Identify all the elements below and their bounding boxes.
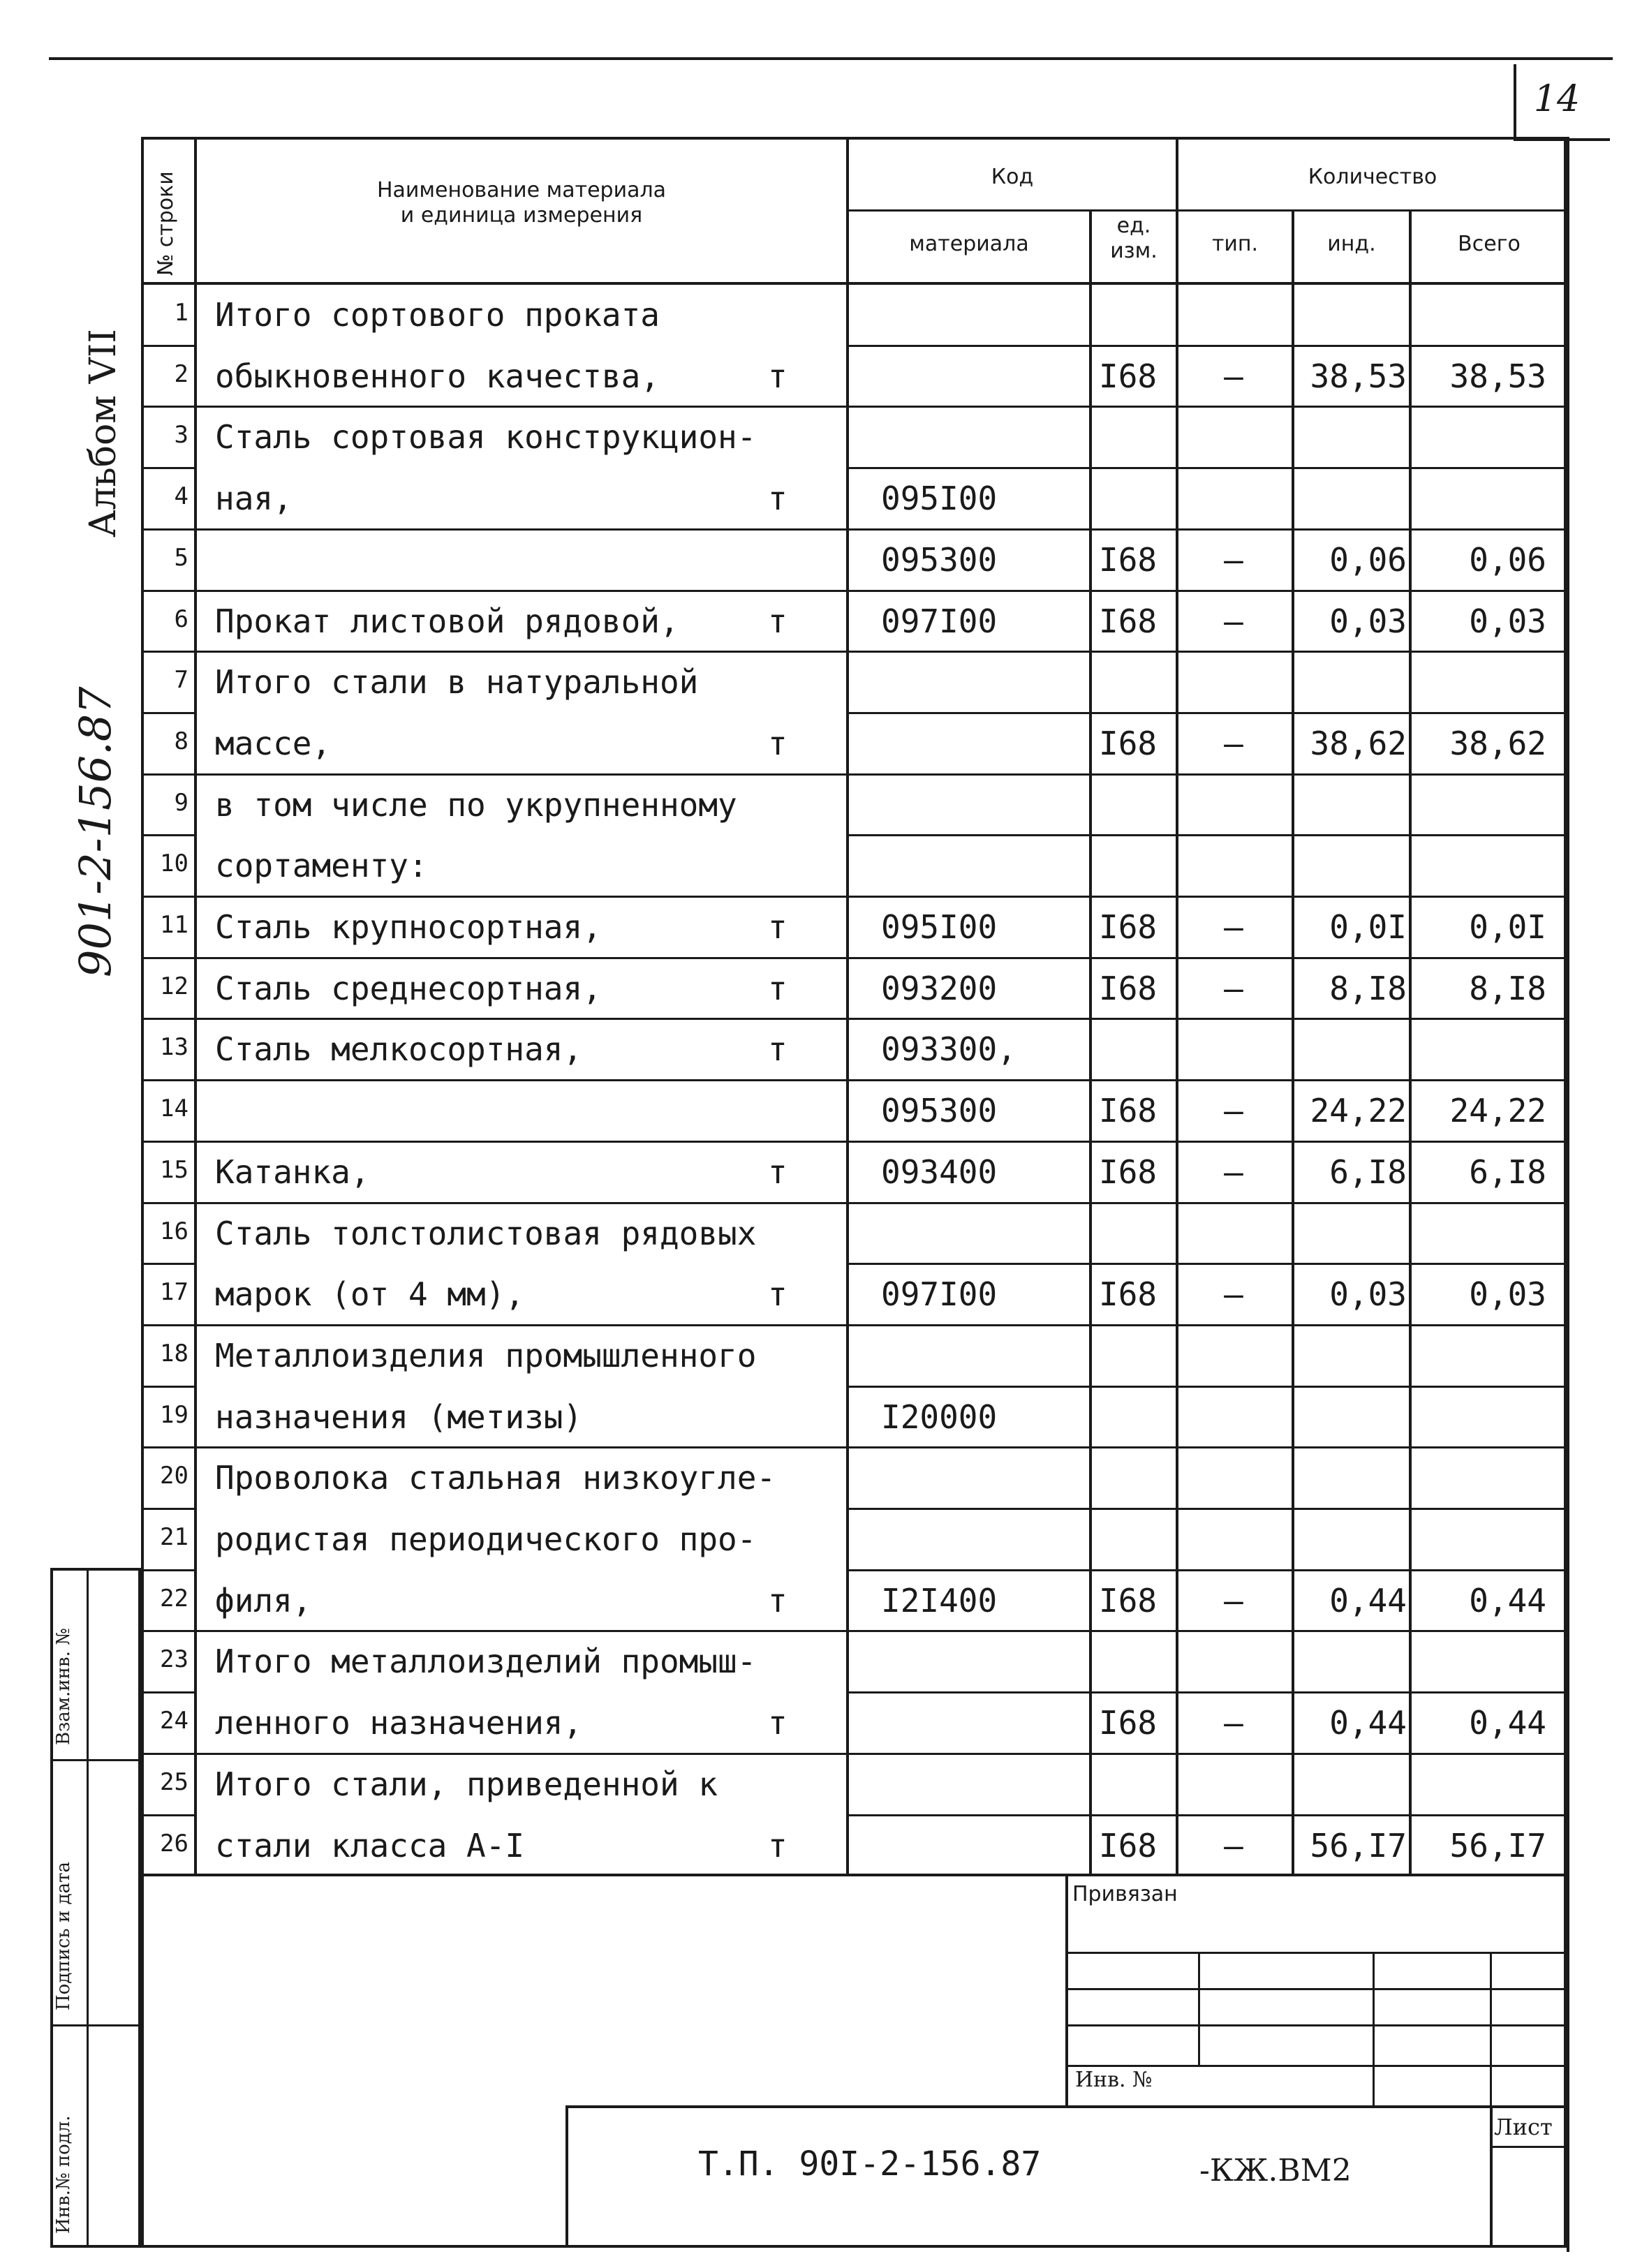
unit-mark: т <box>768 357 787 395</box>
material-name: обыкновенного качества, <box>215 357 660 395</box>
material-name: филя, <box>215 1582 312 1620</box>
header-code: Код <box>991 165 1034 189</box>
tb-designation: Т.П. 90I-2-156.87 <box>698 2144 1042 2184</box>
measure-code: I68 <box>1099 1275 1158 1313</box>
unit-mark: т <box>768 480 787 517</box>
unit-mark: т <box>768 1275 787 1313</box>
table-row <box>0 1141 1649 1202</box>
material-name: марок (от 4 мм), <box>215 1275 525 1313</box>
material-name: Сталь мелкосортная, <box>215 1030 583 1068</box>
stamp-inv-label: Инв.№ подл. <box>53 2115 74 2234</box>
measure-code: I68 <box>1099 602 1158 640</box>
material-name: стали класса А-I <box>215 1827 525 1865</box>
row-number: 25 <box>160 1768 188 1796</box>
header-name: Наименование материала и единица измерения <box>376 178 667 228</box>
material-name: Сталь толстолистовая рядовых <box>215 1215 757 1252</box>
material-name: Катанка, <box>215 1153 370 1191</box>
qty-individual: 24,22 <box>1310 1092 1407 1129</box>
qty-typical: – <box>1224 1827 1243 1865</box>
material-code: 097I00 <box>881 1275 998 1313</box>
qty-typical: – <box>1224 357 1243 395</box>
header-mid-line <box>846 209 1567 212</box>
measure-code: I68 <box>1099 1704 1158 1742</box>
qty-total: 0,03 <box>1469 602 1546 640</box>
stamp-div-2 <box>50 2024 141 2026</box>
qty-individual: 56,I7 <box>1310 1827 1407 1865</box>
qty-individual: 0,44 <box>1329 1704 1407 1742</box>
tb-privyazan: Привязан <box>1072 1882 1178 1906</box>
material-code: 097I00 <box>881 602 998 640</box>
qty-total: 6,I8 <box>1469 1153 1546 1191</box>
qty-typical: – <box>1224 1582 1243 1620</box>
row-number: 22 <box>160 1585 188 1613</box>
row-number: 5 <box>174 544 188 572</box>
row-number: 8 <box>174 727 188 755</box>
qty-individual: 0,0I <box>1329 908 1407 946</box>
row-number: 26 <box>160 1830 188 1858</box>
header-quantity: Количество <box>1308 165 1437 189</box>
material-code: 093300, <box>881 1030 1016 1068</box>
row-number: 4 <box>174 482 188 510</box>
qty-total: 38,62 <box>1449 725 1546 762</box>
qty-typical: – <box>1224 602 1243 640</box>
row-number: 12 <box>160 972 188 1000</box>
qty-typical: – <box>1224 1153 1243 1191</box>
unit-mark: т <box>768 1582 787 1620</box>
row-number: 1 <box>174 299 188 327</box>
table-row <box>0 896 1649 957</box>
row-number: 13 <box>160 1033 188 1061</box>
top-rule <box>49 57 1613 60</box>
material-name: назначения (метизы) <box>215 1398 583 1436</box>
tb-main-left <box>565 2105 568 2248</box>
tb-main-top <box>565 2105 1567 2108</box>
table-row <box>0 1569 1649 1631</box>
material-code: 095300 <box>881 541 998 579</box>
row-number: 7 <box>174 666 188 694</box>
row-number: 9 <box>174 789 188 817</box>
material-name: родистая периодического про- <box>215 1520 757 1558</box>
qty-total: 0,44 <box>1469 1582 1546 1620</box>
unit-mark: т <box>768 1153 787 1191</box>
material-name: Прокат листовой рядовой, <box>215 602 679 640</box>
header-material: материала <box>909 232 1029 256</box>
qty-total: 56,I7 <box>1449 1827 1546 1865</box>
row-number: 3 <box>174 421 188 449</box>
table-row <box>0 1691 1649 1753</box>
material-name: ленного назначения, <box>215 1704 583 1742</box>
table-row <box>0 1263 1649 1324</box>
material-name: Итого стали в натуральной <box>215 663 699 701</box>
qty-total: 24,22 <box>1449 1092 1546 1129</box>
material-name: Итого сортового проката <box>215 296 660 334</box>
project-code-label: 901-2-156.87 <box>70 686 121 977</box>
material-code: 093200 <box>881 970 998 1007</box>
qty-typical: – <box>1224 725 1243 762</box>
unit-mark: т <box>768 602 787 640</box>
table-row <box>0 283 1649 345</box>
table-row <box>0 590 1649 651</box>
row-number: 21 <box>160 1523 188 1551</box>
tb-sheet-label: Лист <box>1494 2114 1553 2140</box>
table-row <box>0 1446 1649 1508</box>
header-unit: ед. изм. <box>1110 214 1158 263</box>
unit-mark: т <box>768 725 787 762</box>
tb-sheet-divider <box>1490 2146 1567 2148</box>
qty-typical: – <box>1224 970 1243 1007</box>
table-row <box>0 1202 1649 1263</box>
measure-code: I68 <box>1099 1582 1158 1620</box>
row-number: 14 <box>160 1095 188 1122</box>
table-row <box>0 1324 1649 1386</box>
table-row <box>0 1630 1649 1691</box>
table-row <box>0 1753 1649 1814</box>
measure-code: I68 <box>1099 908 1158 946</box>
row-number: 24 <box>160 1707 188 1735</box>
qty-total: 0,06 <box>1469 541 1546 579</box>
qty-typical: – <box>1224 1092 1243 1129</box>
material-name: в том числе по укрупненному <box>215 786 737 824</box>
row-number: 10 <box>160 850 188 877</box>
tb-left-line <box>1065 1876 1068 2107</box>
unit-mark: т <box>768 908 787 946</box>
material-name: Итого стали, приведенной к <box>215 1765 718 1803</box>
row-number: 6 <box>174 605 188 633</box>
qty-typical: – <box>1224 1275 1243 1313</box>
qty-typical: – <box>1224 908 1243 946</box>
table-row <box>0 1018 1649 1079</box>
qty-individual: 0,03 <box>1329 602 1407 640</box>
material-name: Сталь сортовая конструкцион- <box>215 418 757 456</box>
qty-total: 0,44 <box>1469 1704 1546 1742</box>
qty-individual: 0,06 <box>1329 541 1407 579</box>
table-row <box>0 1079 1649 1141</box>
header-tip: тип. <box>1211 232 1259 256</box>
qty-individual: 6,I8 <box>1329 1153 1407 1191</box>
row-number: 19 <box>160 1401 188 1429</box>
row-number: 17 <box>160 1278 188 1306</box>
table-row <box>0 406 1649 467</box>
table-row <box>0 773 1649 835</box>
row-number: 23 <box>160 1645 188 1673</box>
table-row <box>0 345 1649 406</box>
table-row <box>0 712 1649 773</box>
row-number: 2 <box>174 360 188 388</box>
table-row <box>0 528 1649 590</box>
row-number: 15 <box>160 1156 188 1184</box>
material-code: 095I00 <box>881 908 998 946</box>
measure-code: I68 <box>1099 357 1158 395</box>
qty-individual: 38,62 <box>1310 725 1407 762</box>
qty-total: 0,0I <box>1469 908 1546 946</box>
material-name: массе, <box>215 725 332 762</box>
qty-typical: – <box>1224 1704 1243 1742</box>
tb-suffix: -КЖ.ВМ2 <box>1199 2153 1352 2188</box>
header-row-no: № строки <box>154 171 178 276</box>
material-code: I20000 <box>881 1398 998 1436</box>
table-row <box>0 467 1649 528</box>
header-total: Всего <box>1458 232 1521 256</box>
material-name: ная, <box>215 480 293 517</box>
row-number: 18 <box>160 1340 188 1368</box>
qty-individual: 0,44 <box>1329 1582 1407 1620</box>
table-row <box>0 1508 1649 1569</box>
sheet-number: 14 <box>1533 78 1581 120</box>
qty-individual: 0,03 <box>1329 1275 1407 1313</box>
unit-mark: т <box>768 970 787 1007</box>
unit-mark: т <box>768 1704 787 1742</box>
table-row <box>0 1386 1649 1447</box>
measure-code: I68 <box>1099 1153 1158 1191</box>
table-row <box>0 957 1649 1018</box>
header-ind: инд. <box>1327 232 1376 256</box>
unit-mark: т <box>768 1827 787 1865</box>
tb-col-1 <box>1198 1952 1200 2065</box>
row-number: 16 <box>160 1217 188 1245</box>
stamp-signature-label: Подпись и дата <box>53 1862 74 2010</box>
material-name: Металлоизделия промышленного <box>215 1337 757 1374</box>
unit-mark: т <box>768 1030 787 1068</box>
row-number: 11 <box>160 911 188 939</box>
measure-code: I68 <box>1099 970 1158 1007</box>
material-code: I2I400 <box>881 1582 998 1620</box>
material-name: Сталь среднесортная, <box>215 970 602 1007</box>
material-name: сортаменту: <box>215 847 428 884</box>
qty-total: 8,I8 <box>1469 970 1546 1007</box>
material-name: Итого металлоизделий промыш- <box>215 1643 757 1680</box>
qty-total: 38,53 <box>1449 357 1546 395</box>
measure-code: I68 <box>1099 1827 1158 1865</box>
measure-code: I68 <box>1099 541 1158 579</box>
table-row <box>0 651 1649 712</box>
qty-individual: 38,53 <box>1310 357 1407 395</box>
measure-code: I68 <box>1099 725 1158 762</box>
row-number: 20 <box>160 1462 188 1490</box>
table-row <box>0 1814 1649 1876</box>
tb-col-3 <box>1490 1952 1492 2107</box>
tb-col-2 <box>1373 1952 1375 2107</box>
material-code: 095I00 <box>881 480 998 517</box>
material-code: 095300 <box>881 1092 998 1129</box>
tb-sheet-left <box>1490 2105 1493 2248</box>
qty-individual: 8,I8 <box>1329 970 1407 1007</box>
qty-typical: – <box>1224 541 1243 579</box>
qty-total: 0,03 <box>1469 1275 1546 1313</box>
stamp-vzam-label: Взам.инв. № <box>53 1628 74 1745</box>
tb-inv-no: Инв. № <box>1075 2068 1153 2092</box>
material-code: 093400 <box>881 1153 998 1191</box>
album-label: Альбом VII <box>82 329 124 538</box>
table-row <box>0 834 1649 896</box>
measure-code: I68 <box>1099 1092 1158 1129</box>
material-name: Проволока стальная низкоугле- <box>215 1459 776 1497</box>
material-name: Сталь крупносортная, <box>215 908 602 946</box>
